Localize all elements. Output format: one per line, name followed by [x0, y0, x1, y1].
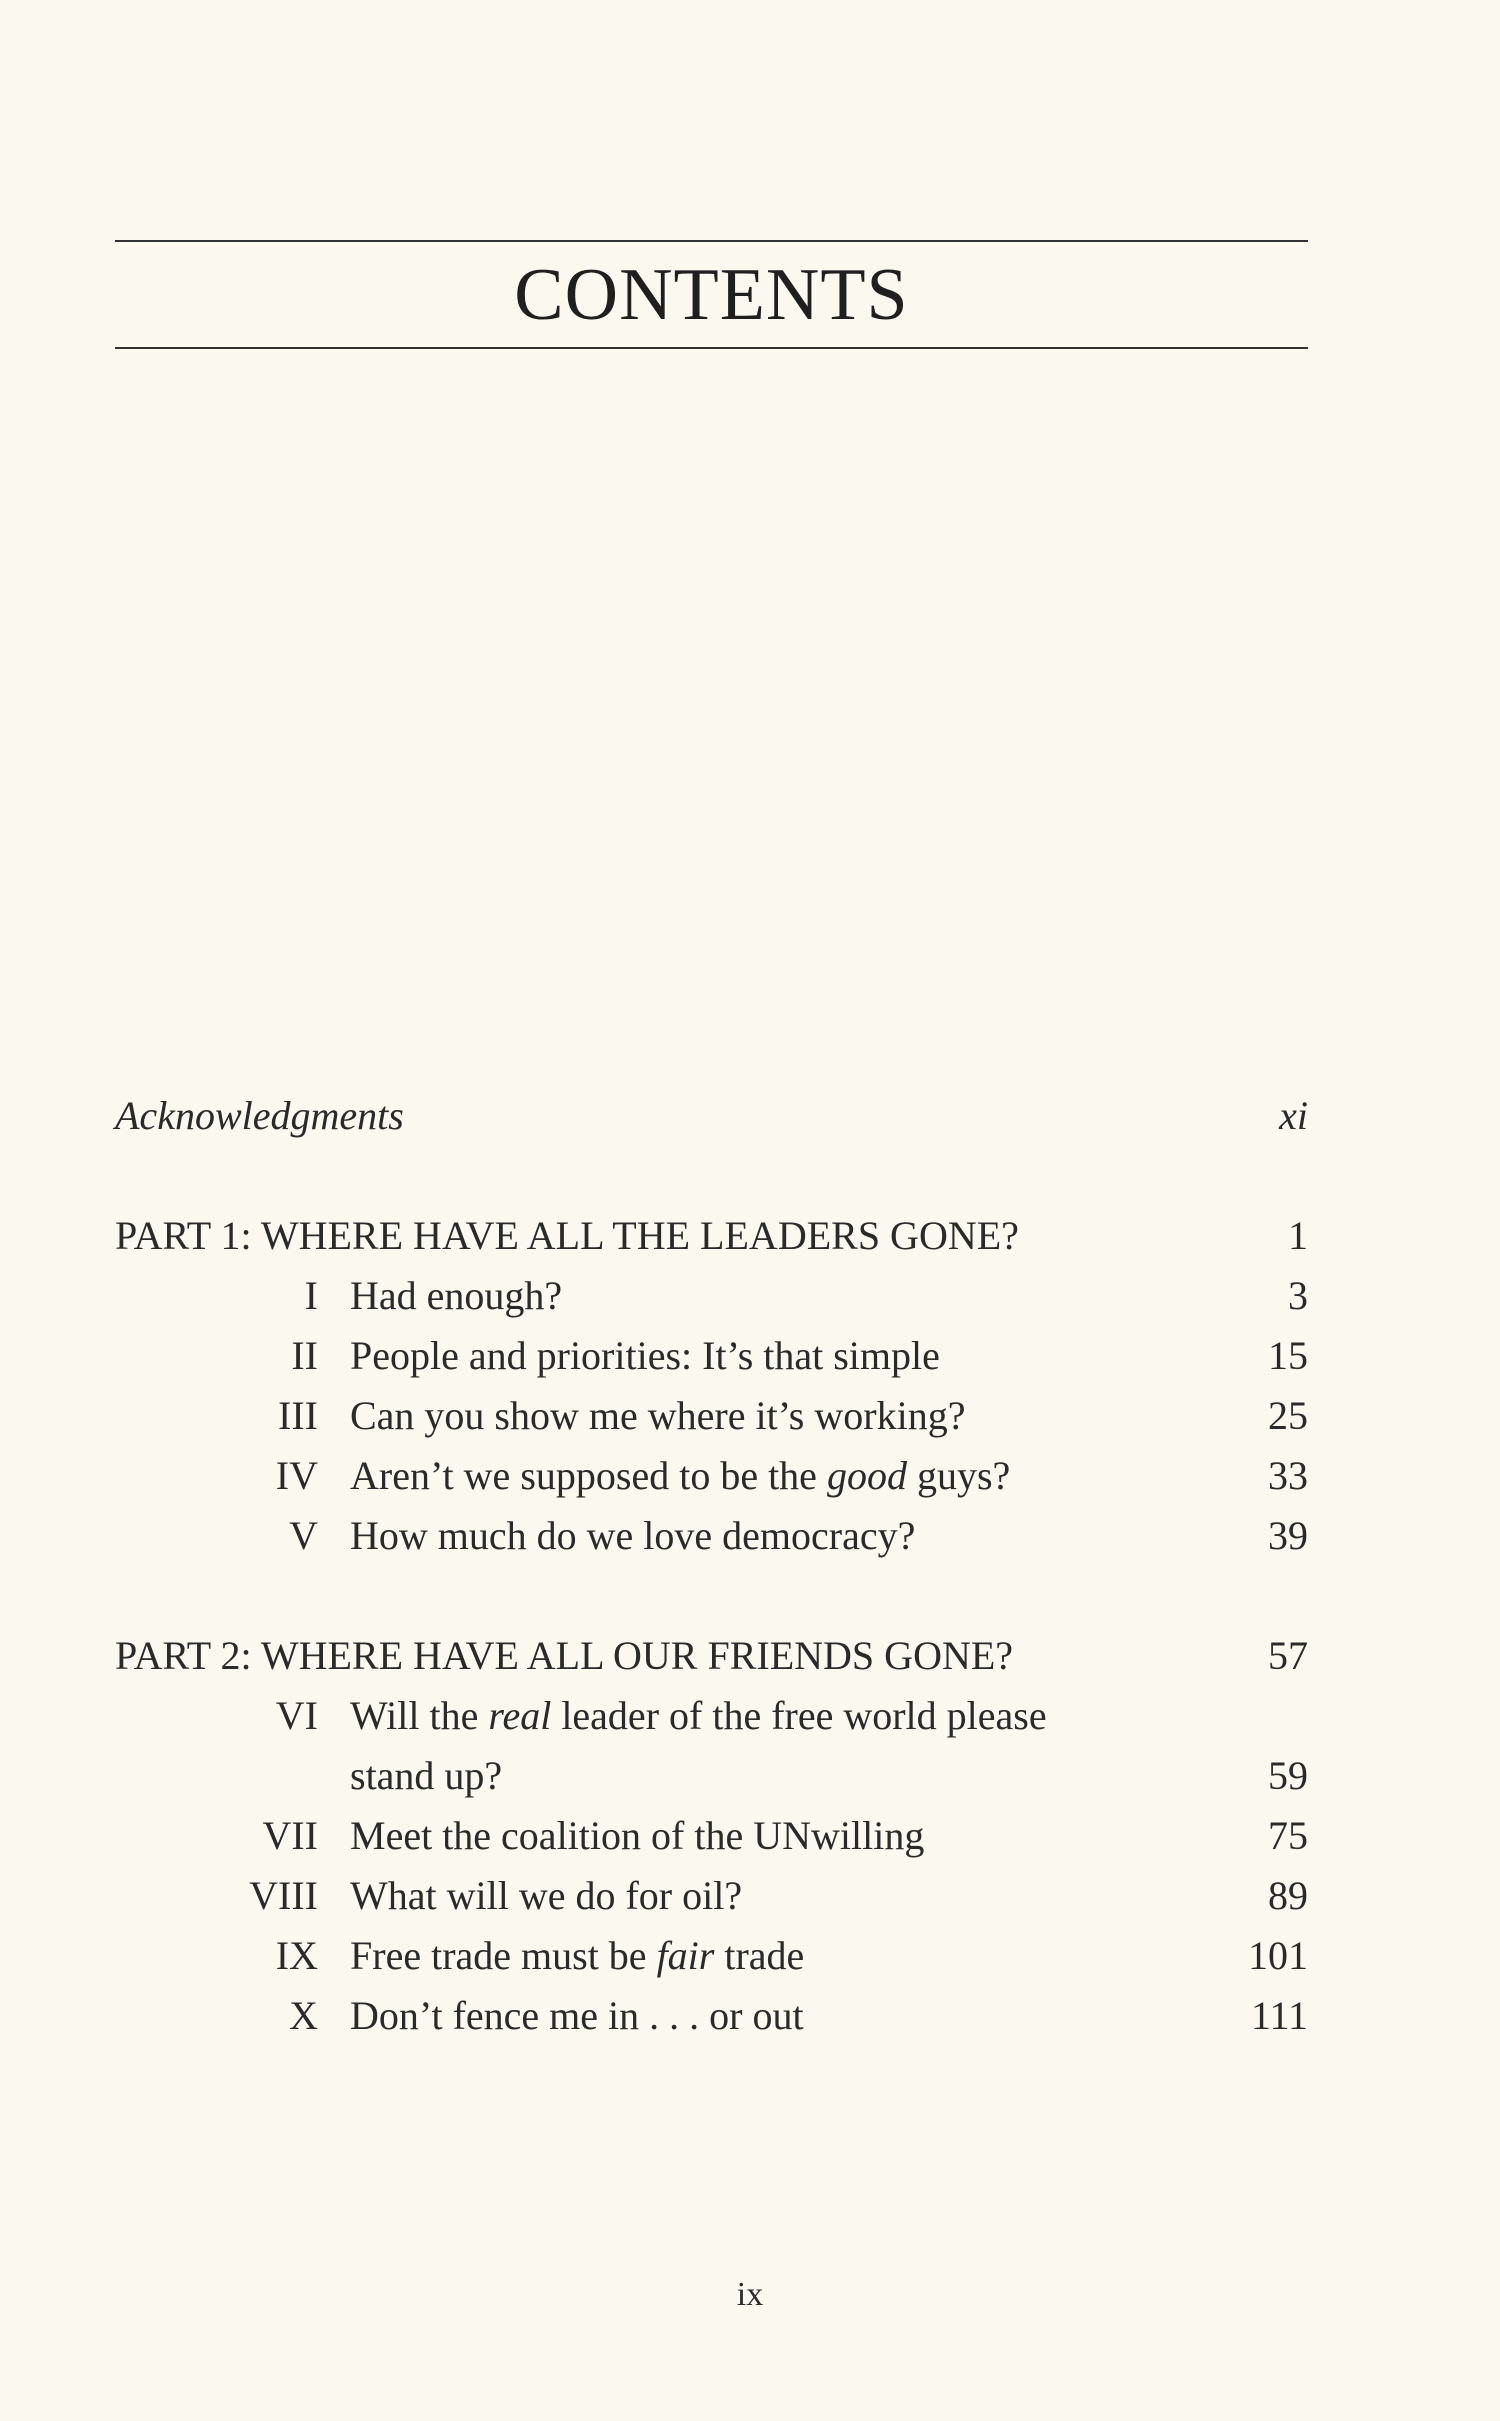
toc-part-title: PART 2: WHERE HAVE ALL OUR FRIENDS GONE?: [115, 1633, 1014, 1678]
chapter-page: 101: [1248, 1933, 1308, 1978]
chapter-numeral: IV: [275, 1453, 318, 1498]
toc-part-1: [0, 1206, 1500, 1266]
chapter-title: [350, 1926, 804, 1986]
chapter-title-start: Aren’t we supposed to be the: [350, 1453, 827, 1498]
chapter-title-start: Will the: [350, 1693, 489, 1738]
chapter-title-emphasis: fair: [656, 1933, 715, 1978]
toc-entry-acknowledgments: [0, 1086, 1500, 1146]
chapter-title-end: trade: [714, 1933, 805, 1978]
chapter-page: 39: [1268, 1513, 1308, 1558]
toc-chapter-8: [0, 1866, 1500, 1926]
toc-chapter-6: [0, 1686, 1500, 1746]
heading-rule-top: [115, 240, 1308, 242]
chapter-title-continued: stand up?: [350, 1753, 503, 1798]
chapter-page: 75: [1268, 1813, 1308, 1858]
toc-part-page: 57: [1268, 1633, 1308, 1678]
chapter-title: How much do we love democracy?: [350, 1513, 916, 1558]
chapter-title: People and priorities: It’s that simple: [350, 1333, 940, 1378]
chapter-numeral: IX: [275, 1933, 318, 1978]
toc-part-page: 1: [1288, 1213, 1308, 1258]
chapter-numeral: I: [304, 1273, 318, 1318]
toc-chapter-4: [0, 1446, 1500, 1506]
chapter-page: 111: [1250, 1993, 1308, 2038]
chapter-title-emphasis: good: [826, 1453, 907, 1498]
toc-part-title: PART 1: WHERE HAVE ALL THE LEADERS GONE?: [115, 1213, 1019, 1258]
chapter-title: Can you show me where it’s working?: [350, 1393, 966, 1438]
chapter-title-end: guys?: [906, 1453, 1011, 1498]
chapter-numeral: VII: [262, 1813, 318, 1858]
chapter-page: 15: [1268, 1333, 1308, 1378]
chapter-numeral: VIII: [249, 1873, 318, 1918]
chapter-title-emphasis: real: [488, 1693, 552, 1738]
page-title: CONTENTS: [514, 254, 909, 336]
toc-chapter-5: [0, 1506, 1500, 1566]
toc-chapter-7: [0, 1806, 1500, 1866]
chapter-title-end: leader of the free world please: [551, 1693, 1047, 1738]
chapter-numeral: III: [278, 1393, 318, 1438]
chapter-title: Meet the coalition of the UNwilling: [350, 1813, 925, 1858]
chapter-page: 33: [1268, 1453, 1308, 1498]
chapter-numeral: VI: [275, 1693, 318, 1738]
chapter-title: Had enough?: [350, 1273, 563, 1318]
chapter-numeral: X: [289, 1993, 318, 2038]
chapter-title: [350, 1446, 1010, 1506]
toc-chapter-3: [0, 1386, 1500, 1446]
chapter-page: 25: [1268, 1393, 1308, 1438]
chapter-title: [350, 1686, 1047, 1746]
toc-chapter-9: [0, 1926, 1500, 1986]
chapter-numeral: V: [289, 1513, 318, 1558]
toc-entry-page: xi: [1279, 1093, 1308, 1138]
toc-chapter-6-continued: [0, 1746, 1500, 1806]
chapter-title-start: Free trade must be: [350, 1933, 657, 1978]
toc-part-2: [0, 1626, 1500, 1686]
toc-chapter-1: [0, 1266, 1500, 1326]
heading-rule-bottom: [115, 347, 1308, 349]
toc-entry-title: Acknowledgments: [115, 1093, 404, 1138]
chapter-title: What will we do for oil?: [350, 1873, 743, 1918]
toc-chapter-2: [0, 1326, 1500, 1386]
toc-chapter-10: [0, 1986, 1500, 2046]
chapter-page: 3: [1288, 1273, 1308, 1318]
chapter-numeral: II: [291, 1333, 318, 1378]
page-folio: ix: [736, 2276, 764, 2313]
chapter-title: Don’t fence me in . . . or out: [350, 1993, 804, 2038]
chapter-page: 59: [1268, 1753, 1308, 1798]
chapter-page: 89: [1268, 1873, 1308, 1918]
